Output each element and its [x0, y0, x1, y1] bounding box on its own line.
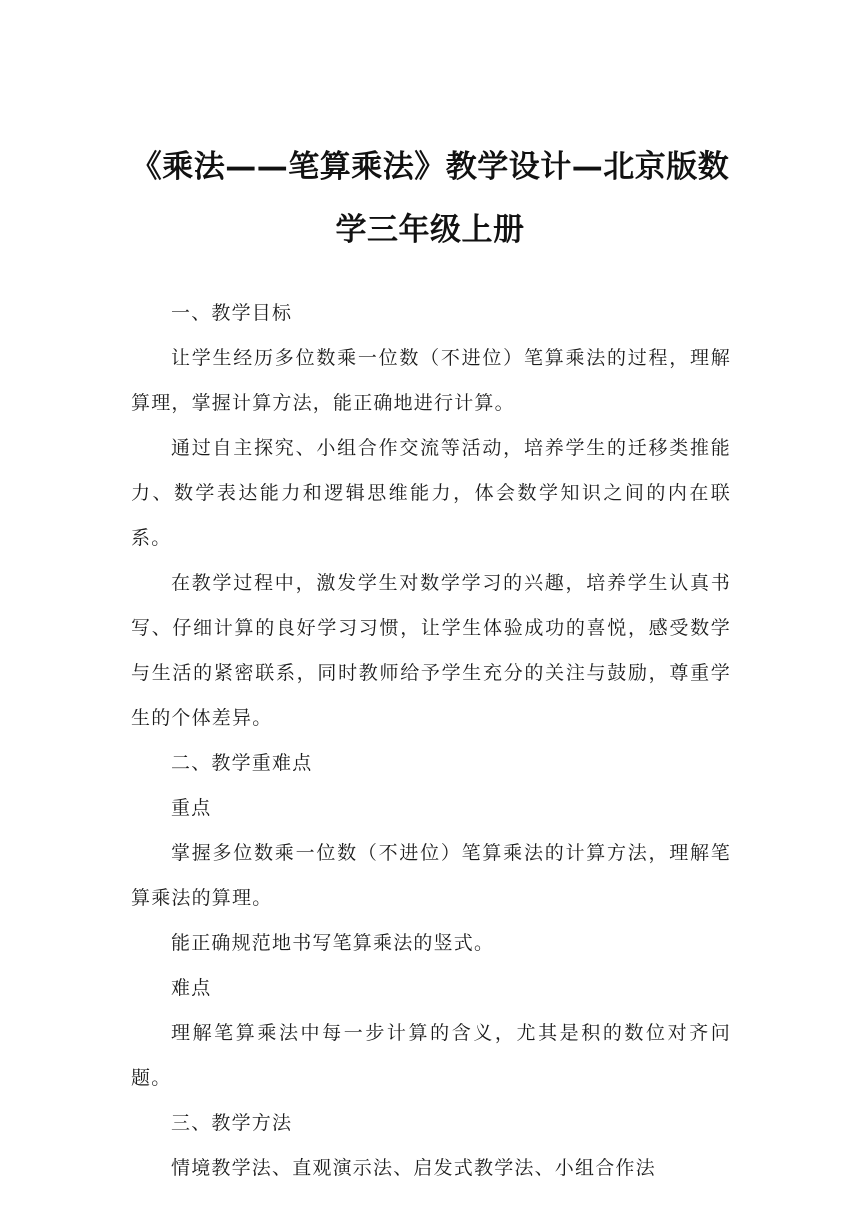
paragraph: 情境教学法、直观演示法、启发式教学法、小组合作法: [171, 1157, 656, 1179]
paragraph: 在教学过程中，激发学生对数学学习的兴趣，培养学生认真书写、仔细计算的良好学习习惯，让学生体验成功的喜悦，感受数学与生活的紧密联系，同时教师给予学生充分的关注与鼓励，尊重学生的个体差异。: [131, 572, 731, 729]
paragraph: 掌握多位数乘一位数（不进位）笔算乘法的计算方法，理解笔算乘法的算理。: [131, 842, 731, 909]
paragraph: 让学生经历多位数乘一位数（不进位）笔算乘法的过程，理解算理，掌握计算方法，能正确地进行计算。: [131, 347, 731, 414]
subheading-key: 重点: [171, 797, 212, 819]
paragraph: 通过自主探究、小组合作交流等活动，培养学生的迁移类推能力、数学表达能力和逻辑思维能力，体会数学知识之间的内在联系。: [131, 437, 731, 549]
section-heading-key-points: 二、教学重难点: [171, 752, 313, 774]
section-heading-methods: 三、教学方法: [171, 1112, 293, 1134]
subheading-difficulty: 难点: [171, 977, 212, 999]
document-title: 《乘法——笔算乘法》教学设计—北京版数学三年级上册: [130, 149, 730, 248]
paragraph: 能正确规范地书写笔算乘法的竖式。: [171, 932, 495, 954]
section-heading-objectives: 一、教学目标: [171, 302, 293, 324]
document-body: [131, 291, 731, 1191]
paragraph: 理解笔算乘法中每一步计算的含义，尤其是积的数位对齐问题。: [131, 1022, 731, 1089]
